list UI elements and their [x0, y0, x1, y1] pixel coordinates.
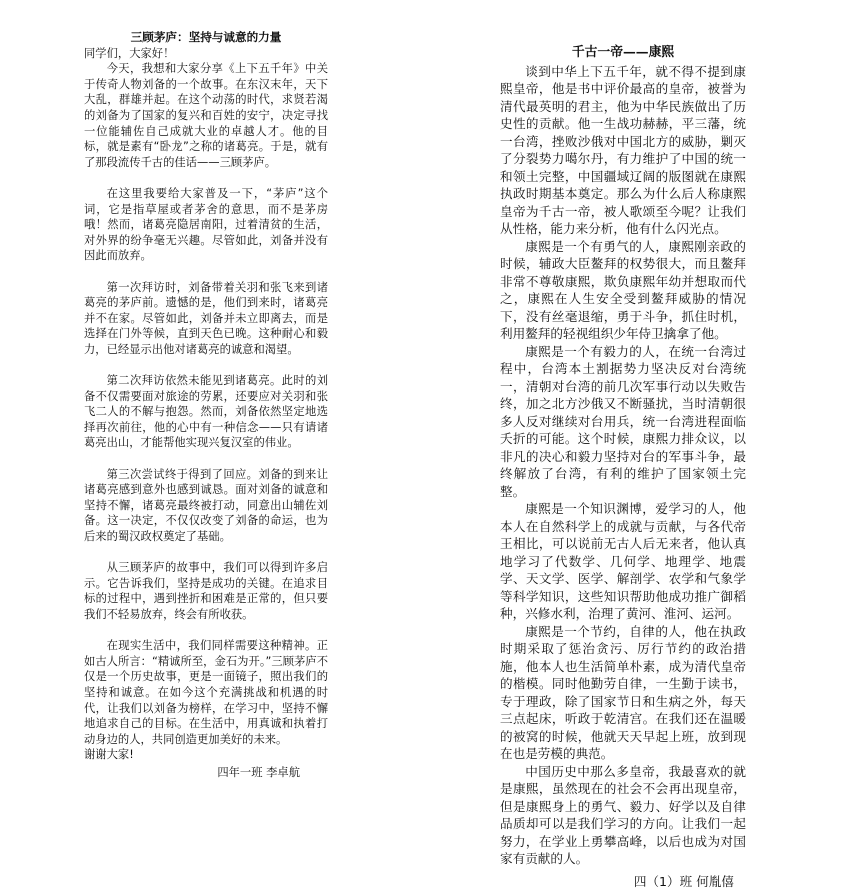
left-essay-title: 三顾茅庐：坚持与诚意的力量 — [84, 30, 328, 46]
right-signature: 四（1）班 何胤僖 — [500, 873, 746, 890]
right-paragraph-1: 谈到中华上下五千年，就不得不提到康熙皇帝，他是书中评价最高的皇帝，被誉为清代最英明的君主，他为中华民族做出了历史性的贡献。他一生战功赫赫，平三藩，统一台湾，挫败沙俄对中国北方的威胁，剿灭了分裂势力噶尔丹，有力维护了中国的统一和领土完整，中国疆域辽阔的版图就在康熙执政时期基本奠定。那么为什么后人称康熙皇帝为千古一帝，被人歌颂至今呢？让我们从性格，能力来分析，他有什么闪光点。 — [500, 63, 746, 238]
left-paragraph-1: 今天，我想和大家分享《上下五千年》中关于传奇人物刘备的一个故事。在东汉末年，天下大乱，群雄并起。在这个动荡的时代，求贤若渴的刘备为了国家的复兴和百姓的安宁，决定寻找一位能辅佐自己成就大业的卓越人才。他的目标，就是素有“卧龙”之称的诸葛亮。于是，就有了那段流传千古的佳话——三顾茅庐。 — [84, 61, 328, 170]
right-essay-title: 千古一帝——康熙 — [500, 44, 746, 62]
left-paragraph-3: 第一次拜访时，刘备带着关羽和张飞来到诸葛亮的茅庐前。遗憾的是，他们到来时，诸葛亮并不在家。尽管如此，刘备并未立即离去，而是选择在门外等候，直到天色已晚。这种耐心和毅力，已经显示出他对诸葛亮的诚意和渴望。 — [84, 280, 328, 358]
right-paragraph-2: 康熙是一个有勇气的人，康熙刚亲政的时候，辅政大臣鳌拜的权势很大，而且鳌拜非常不尊敬康熙，欺负康熙年幼并想取而代之，康熙在人生安全受到鳌拜威胁的情况下，没有丝毫退缩，勇于斗争，抓住时机，利用鳌拜的轻视组织少年侍卫擒拿了他。 — [500, 238, 746, 343]
right-paragraph-5: 康熙是一个节约，自律的人，他在执政时期采取了惩治贪污、厉行节约的政治措施，他本人也生活简单朴素，成为清代皇帝的楷模。同时他勤劳自律，一生勤于读书，专于理政，除了国家节日和生病之外，每天三点起床，听政于乾清宫。在我们还在温暖的被窝的时候，他就天天早起上班，放到现在也是劳模的典范。 — [500, 623, 746, 763]
right-paragraph-4: 康熙是一个知识渊博，爱学习的人，他本人在自然科学上的成就与贡献，与各代帝王相比，可以说前无古人后无来者，他认真地学习了代数学、几何学、地理学、地震学、天文学、医学、解剖学、农学和气象学等科学知识，这些知识帮助他成功推广御稻种，兴修水利，治理了黄河、淮河、运河。 — [500, 500, 746, 623]
left-paragraph-4: 第二次拜访依然未能见到诸葛亮。此时的刘备不仅需要面对旅途的劳累，还要应对关羽和张飞二人的不解与抱怨。然而，刘备依然坚定地选择再次前往，他的心中有一种信念——只有请诸葛亮出山，才能帮他实现兴复汉室的伟业。 — [84, 373, 328, 451]
right-essay — [500, 44, 746, 890]
right-paragraph-6: 中国历史中那么多皇帝，我最喜欢的就是康熙，虽然现在的社会不会再出现皇帝，但是康熙身上的勇气、毅力、好学以及自律品质却可以是我们学习的方向。让我们一起努力，在学业上勇攀高峰，以后也成为对国家有贡献的人。 — [500, 763, 746, 868]
left-paragraph-5: 第三次尝试终于得到了回应。刘备的到来让诸葛亮感到意外也感到诚恳。面对刘备的诚意和坚持不懈，诸葛亮最终被打动，同意出山辅佐刘备。这一决定，不仅仅改变了刘备的命运，也为后来的蜀汉政权奠定了基础。 — [84, 467, 328, 545]
left-closing: 谢谢大家! — [84, 747, 328, 763]
left-greeting: 同学们，大家好！ — [84, 46, 328, 62]
right-paragraph-3: 康熙是一个有毅力的人，在统一台湾过程中，台湾本土割据势力坚决反对台湾统一，清朝对台湾的前几次军事行动以失败告终，加之北方沙俄又不断骚扰，当时清朝很多人反对继续对台用兵，统一台湾进程面临夭折的可能。这个时候，康熙力排众议，以非凡的决心和毅力坚持对台的军事斗争，最终解放了台湾，有利的维护了国家领土完整。 — [500, 343, 746, 501]
left-signature: 四年一班 李卓航 — [84, 765, 328, 781]
left-paragraph-6: 从三顾茅庐的故事中，我们可以得到许多启示。它告诉我们，坚持是成功的关键。在追求目标的过程中，遇到挫折和困难是正常的，但只要我们不轻易放弃，终会有所收获。 — [84, 560, 328, 622]
left-paragraph-7: 在现实生活中，我们同样需要这种精神。正如古人所言：“精诚所至，金石为开。”三顾茅庐不仅是一个历史故事，更是一面镜子，照出我们的坚持和诚意。在如今这个充满挑战和机遇的时代，让我们以刘备为榜样，在学习中，坚持不懈地追求自己的目标。在生活中，用真诚和执着打动身边的人，共同创造更加美好的未来。 — [84, 638, 328, 747]
left-paragraph-2: 在这里我要给大家普及一下，“茅庐”这个词，它是指草屋或者茅舍的意思，而不是茅房哦！然而，诸葛亮隐居南阳，过着清贫的生活，对外界的纷争毫无兴趣。尽管如此，刘备并没有因此而放弃。 — [84, 186, 328, 264]
left-essay — [84, 30, 328, 781]
